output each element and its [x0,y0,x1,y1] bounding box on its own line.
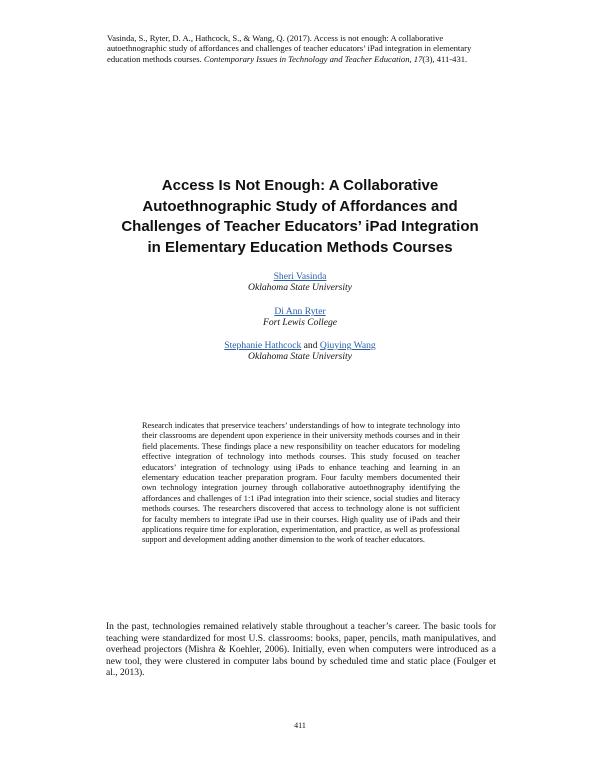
abstract: Research indicates that preservice teachers’ understandings of how to integrate technology into their classrooms are dependent upon experience in their university methods courses and in their field placements. These findings place a new responsibility on teacher educators for modeling effective integration of technology into methods courses. This study focused on teacher educators’ integration of technology using iPads to enhance teaching and learning in an elementary education teacher preparation program. Four faculty members documented their own technology integration journey through collaborative autoethnography identifying the affordances and challenges of 1:1 iPad integration into their science, social studies and literacy methods courses. The researchers discovered that access to technology alone is not sufficient for faculty members to integrate iPad use in their courses. High quality use of iPads and their applications require time for exploration, experimentation, and practice, as well as professional support and development adding another dimension to the work of teacher educators. [142,421,460,545]
author-and: and [301,340,320,351]
author-link-hathcock[interactable]: Stephanie Hathcock [224,340,302,351]
author-block-3 [100,340,500,363]
title-line-3: Challenges of Teacher Educators’ iPad Integration [121,218,479,235]
intro-paragraph: In the past, technologies remained relatively stable throughout a teacher’s career. The basic tools for teaching were standardized for most U.S. classrooms: books, paper, pencils, math manipulatives, and overhead projectors (Mishra & Koehler, 2006). Initially, even when computers were introduced as a new tool, they were clustered in computer labs bound by scheduled time and static place (Foulger et al., 2013). [106,622,496,679]
author-link-ryter[interactable]: Di Ann Ryter [274,306,326,317]
citation-journal: Contemporary Issues in Technology and Teacher Education, 17 [203,53,423,64]
citation-text: Vasinda, S., Ryter, D. A., Hathcock, S., & Wang, Q. (2017). Access is not enough: A collaborative autoethnographic study of affordances and challenges of teacher educators’ iPad integration in elementary education methods courses. [107,33,472,64]
author-link-vasinda[interactable]: Sheri Vasinda [273,271,327,282]
title-line-1: Access Is Not Enough: A Collaborative [161,177,439,194]
citation [107,33,497,64]
citation-issue-pages: (3), 411-431. [422,53,468,64]
title-line-4: in Elementary Education Methods Courses [147,238,453,256]
author-block-2 [100,306,500,329]
paper-title [100,176,500,258]
author-affiliation-1: Oklahoma State University [248,282,352,294]
title-line-2: Autoethnographic Study of Affordances and [142,197,458,215]
author-link-wang[interactable]: Qiuying Wang [319,340,376,351]
author-block-1 [100,271,500,294]
page-number: 411 [294,721,306,730]
author-affiliation-3: Oklahoma State University [248,351,352,363]
author-affiliation-2: Fort Lewis College [262,317,338,329]
